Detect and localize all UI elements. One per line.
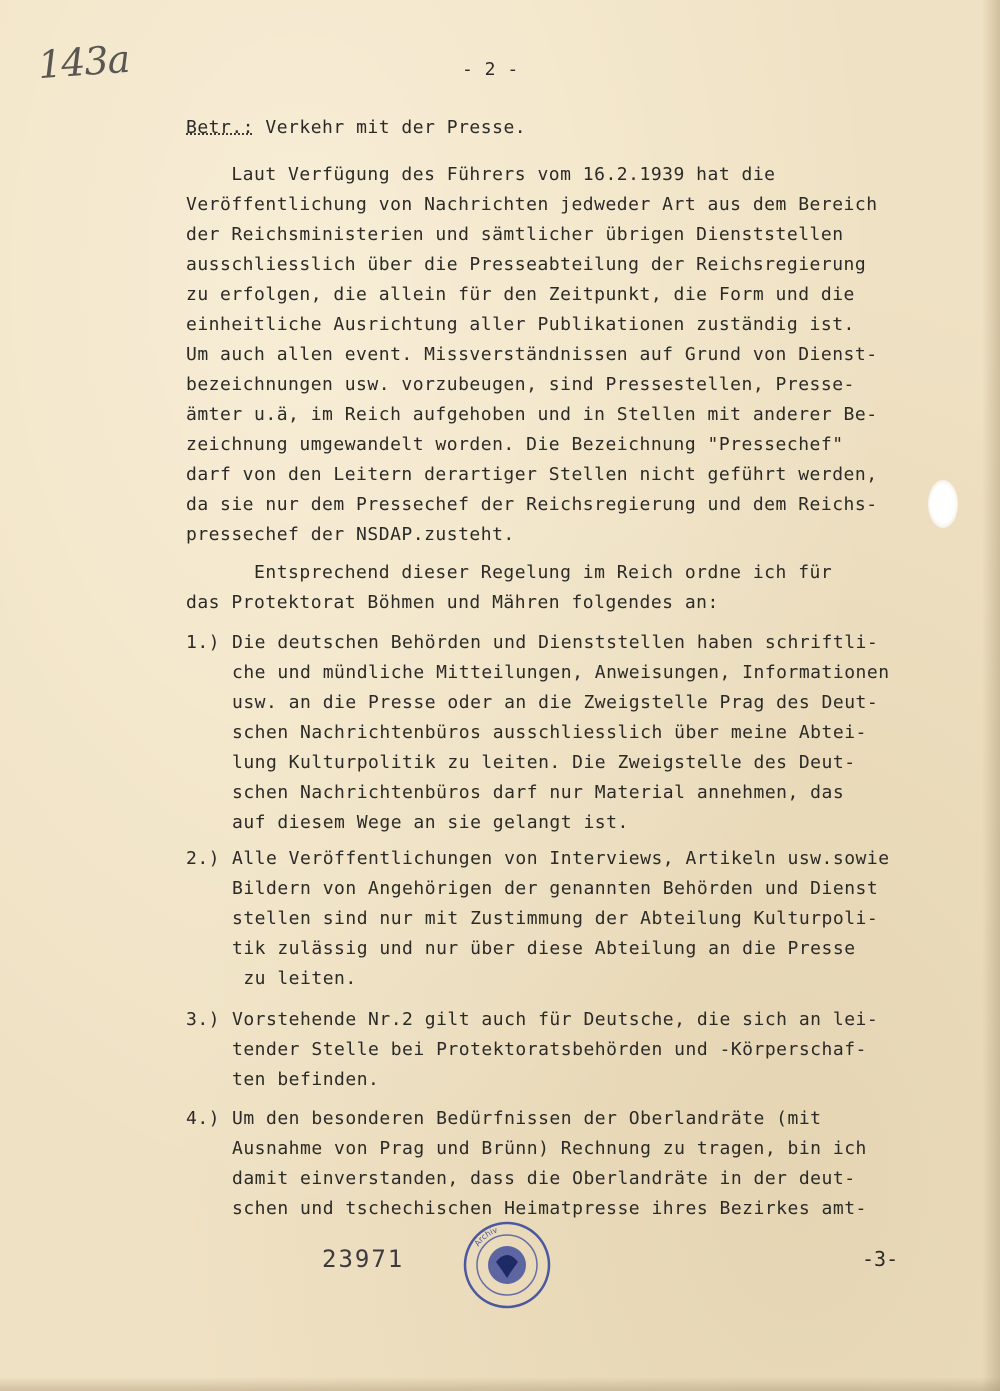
list-item-number: 2.) bbox=[186, 848, 221, 869]
list-item-text: Vorstehende Nr.2 gilt auch für Deutsche, die sich an lei- tender Stelle bei Protektoratsbehörden und -Körperschaf- ten befinden. bbox=[232, 1009, 879, 1090]
subject-label: Betr.: bbox=[186, 117, 255, 138]
page-bottom-shadow bbox=[0, 1377, 1000, 1391]
page-number: - 2 - bbox=[462, 59, 519, 80]
list-item-text: Um den besonderen Bedürfnissen der Oberlandräte (mit Ausnahme von Prag und Brünn) Rechnung zu tragen, bin ich damit einverstanden, dass die Oberlandräte in der deut- schen und tschechischen Heimatpresse ihres Bezirkes amt- bbox=[232, 1108, 867, 1219]
stamp-text: Archiv bbox=[472, 1225, 499, 1248]
next-page-marker: -3- bbox=[862, 1247, 899, 1271]
handwritten-reference: 143a bbox=[36, 36, 131, 88]
list-item-number: 3.) bbox=[186, 1009, 221, 1030]
subject-text: Verkehr mit der Presse. bbox=[254, 117, 527, 138]
page-edge-shadow bbox=[982, 0, 1000, 1391]
subject-line bbox=[186, 113, 526, 143]
paragraph-intro: Laut Verfügung des Führers vom 16.2.1939 hat die Veröffentlichung von Nachrichten jedweder Art aus dem Bereich der Reichsministerien und sämtlicher übrigen Dienststellen ausschliesslich über die Presseabteilung der Reichsregierung zu erfolgen, die allein für den Zeitpunkt, die Form und die einheitliche Ausrichtung aller Publikationen zuständig ist. Um auch allen event. Missverständnissen auf Grund von Dienst- bezeichnungen usw. vorzubeugen, sind Pressestellen, Presse- ämter u.ä, im Reich aufgehoben und in Stellen mit anderer Be- zeichnung umgewandelt worden. Die Bezeichnung "Pressechef" darf von den Leitern derartiger Stellen nicht geführt werden, da sie nur dem Pressechef der Reichsregierung und dem Reichs- pressechef der NSDAP.zusteht. bbox=[186, 164, 878, 545]
list-item-number: 4.) bbox=[186, 1108, 221, 1129]
list-item-text: Alle Veröffentlichungen von Interviews, Artikeln usw.sowie Bildern von Angehörigen der genannten Behörden und Dienst stellen sind nur mit Zustimmung der Abteilung Kulturpoli- tik zulässig und nur über diese Abteilung an die Presse zu leiten. bbox=[232, 848, 890, 989]
list-item-text: Die deutschen Behörden und Dienststellen haben schriftli- che und mündliche Mitteilungen, Anweisungen, Informationen usw. an die Presse oder an die Zweigstelle Prag des Deut- schen Nachrichtenbüros ausschliesslich über meine Abtei- lung Kulturpolitik zu leiten. Die Zweigstelle des Deut- schen Nachrichtenbüros darf nur Material annehmen, das auf diesem Wege an sie gelangt ist. bbox=[232, 632, 890, 833]
list-item-number: 1.) bbox=[186, 632, 221, 653]
paragraph-ordinance: Entsprechend dieser Regelung im Reich ordne ich für das Protektorat Böhmen und Mähren folgendes an: bbox=[186, 562, 833, 613]
punch-hole bbox=[928, 480, 958, 528]
document-number: 23971 bbox=[322, 1245, 405, 1273]
archive-stamp-icon bbox=[460, 1218, 554, 1312]
